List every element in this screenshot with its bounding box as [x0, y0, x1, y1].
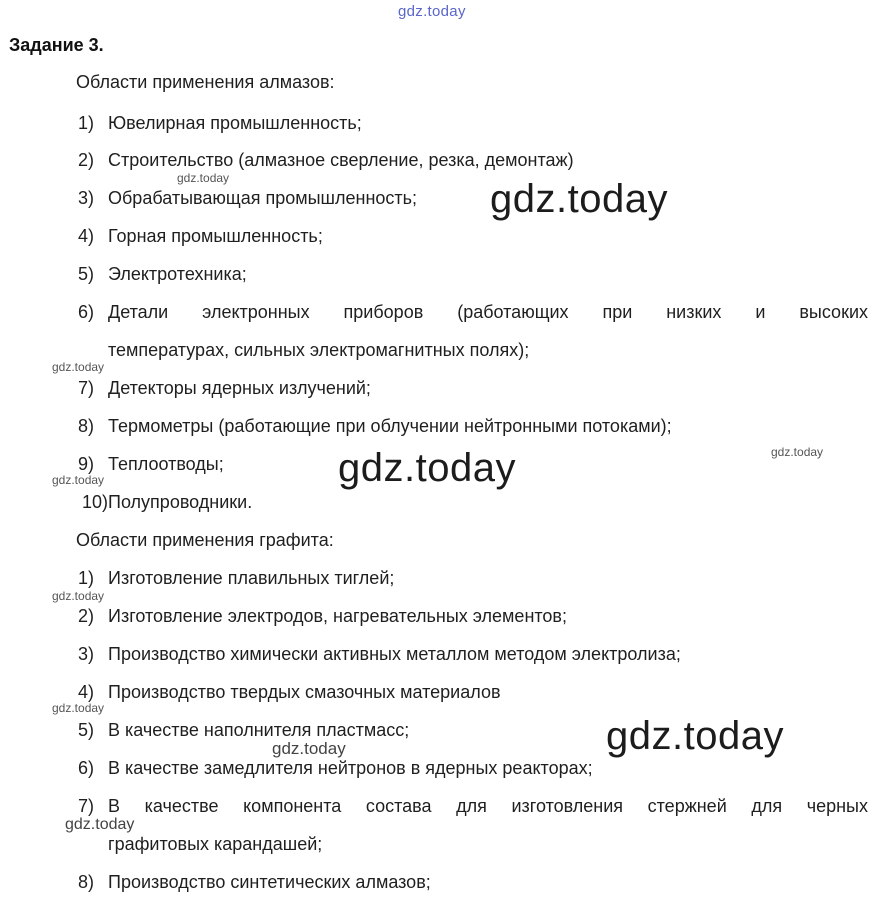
- watermark-small: gdz.today: [52, 589, 105, 603]
- graphite-heading: Области применения графита:: [76, 530, 334, 550]
- watermark-medium: gdz.today: [65, 816, 135, 833]
- watermark-large: gdz.today: [606, 714, 784, 758]
- item-text: В качестве наполнителя пластмасс;: [108, 720, 410, 740]
- watermark-medium: gdz.today: [272, 739, 346, 758]
- task-title: Задание 3.: [9, 35, 104, 55]
- item-text: Производство твердых смазочных материалов: [108, 682, 501, 702]
- watermark-small: gdz.today: [52, 473, 105, 487]
- watermark-small: gdz.today: [177, 171, 230, 185]
- item-number: 3): [77, 644, 94, 664]
- item-number: 7): [77, 796, 94, 816]
- item-text: Обрабатывающая промышленность;: [108, 188, 418, 208]
- item-text: Детали электронных приборов (работающих при низких и высоких: [108, 302, 868, 322]
- watermark-small: gdz.today: [52, 360, 105, 374]
- item-number: 8): [77, 416, 94, 436]
- item-text: Изготовление электродов, нагревательных элементов;: [108, 606, 567, 626]
- item-text: Детекторы ядерных излучений;: [108, 378, 371, 398]
- item-text: Полупроводники.: [108, 492, 253, 512]
- item-number: 2): [77, 150, 94, 170]
- item-text: Термометры (работающие при облучении нейтронными потоками);: [108, 416, 672, 436]
- item-number: 1): [77, 113, 94, 133]
- item-text-continued: графитовых карандашей;: [108, 834, 323, 854]
- item-number: 10): [81, 492, 108, 512]
- watermark-large: gdz.today: [338, 446, 516, 490]
- item-text-continued: температурах, сильных электромагнитных полях);: [108, 340, 530, 360]
- item-number: 4): [77, 682, 94, 702]
- item-text: Электротехника;: [108, 264, 247, 284]
- item-text: В качестве компонента состава для изготовления стержней для черных: [108, 796, 868, 816]
- item-number: 5): [77, 720, 94, 740]
- item-number: 6): [77, 302, 94, 322]
- diamond-heading: Области применения алмазов:: [76, 72, 335, 92]
- watermark-large: gdz.today: [490, 177, 668, 221]
- item-number: 3): [77, 188, 94, 208]
- item-text: Производство синтетических алмазов;: [108, 872, 431, 892]
- watermark-small: gdz.today: [771, 445, 824, 459]
- item-number: 2): [77, 606, 94, 626]
- watermark-top: gdz.today: [398, 3, 466, 20]
- item-text: Теплоотводы;: [108, 454, 224, 474]
- item-text: В качестве замедлителя нейтронов в ядерных реакторах;: [108, 758, 593, 778]
- item-text: Горная промышленность;: [108, 226, 323, 246]
- item-number: 7): [77, 378, 94, 398]
- item-number: 8): [77, 872, 94, 892]
- item-text: Ювелирная промышленность;: [108, 113, 362, 133]
- item-text: Изготовление плавильных тиглей;: [108, 568, 395, 588]
- item-number: 5): [77, 264, 94, 284]
- item-text: Производство химически активных металлом методом электролиза;: [108, 644, 681, 664]
- watermark-small: gdz.today: [52, 701, 105, 715]
- item-number: 6): [77, 758, 94, 778]
- item-number: 1): [77, 568, 94, 588]
- item-text: Строительство (алмазное сверление, резка, демонтаж): [108, 150, 574, 170]
- item-number: 9): [77, 454, 94, 474]
- item-number: 4): [77, 226, 94, 246]
